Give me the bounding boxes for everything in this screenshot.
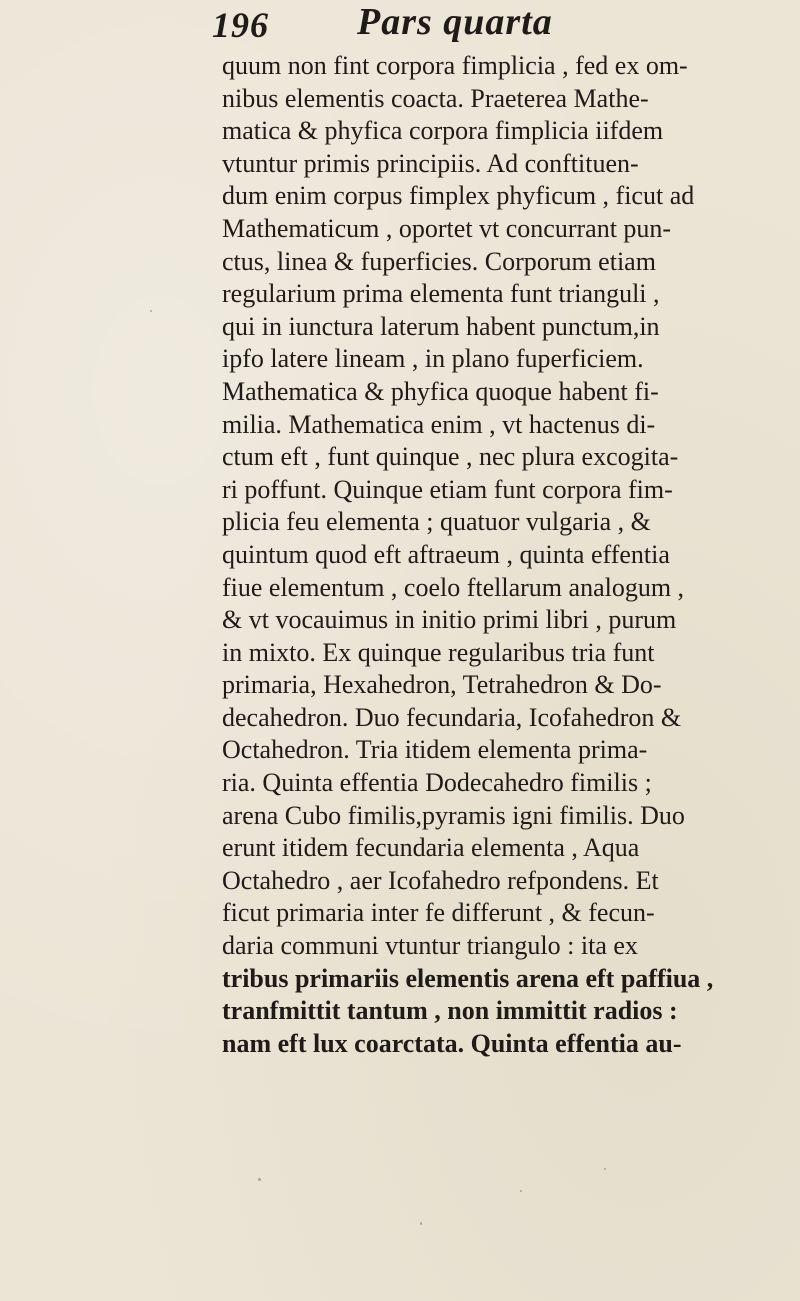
text-line: qui in iunctura laterum habent punctum,in <box>222 311 660 341</box>
text-line: Octahedro , aer Icofahedro refpondens. Et <box>222 865 659 895</box>
running-title: Pars quarta <box>357 1 553 43</box>
text-line: Octahedron. Tria itidem elementa prima- <box>222 735 648 765</box>
paper-speckle <box>420 1222 422 1225</box>
text-line: ri poffunt. Quinque etiam funt corpora fim- <box>222 474 673 504</box>
text-line: primaria, Hexahedron, Tetrahedron & Do- <box>222 670 662 700</box>
text-line: nam eft lux coarctata. Quinta effentia au- <box>222 1028 682 1058</box>
text-line: dum enim corpus fimplex phyficum , ficut ad <box>222 181 695 211</box>
running-head <box>212 0 772 50</box>
text-line: ctus, linea & fuperficies. Corporum etiam <box>222 246 656 276</box>
text-line: fiue elementum , coelo ftellarum analogum , <box>222 572 685 602</box>
text-line: quintum quod eft aftraeum , quinta effentia <box>222 539 670 569</box>
text-line: Mathematica & phyfica quoque habent fi- <box>222 376 659 406</box>
text-line: matica & phyfica corpora fimplicia iifdem <box>222 116 664 146</box>
text-line: erunt itidem fecundaria elementa , Aqua <box>222 833 640 863</box>
text-line: regularium prima elementa funt trianguli , <box>222 279 660 309</box>
text-line: Mathematicum , oportet vt concurrant pun- <box>222 213 672 243</box>
text-line: quum non fint corpora fimplicia , fed ex om- <box>222 51 688 80</box>
text-line: in mixto. Ex quinque regularibus tria funt <box>222 637 655 667</box>
text-line: plicia feu elementa ; quatuor vulgaria , & <box>222 507 651 537</box>
paper-speckle <box>258 1178 261 1181</box>
text-line: daria communi vtuntur triangulo : ita ex <box>222 931 638 961</box>
text-line: tranfmittit tantum , non immittit radios : <box>222 996 678 1026</box>
text-line: nibus elementis coacta. Praeterea Mathe- <box>222 83 649 113</box>
text-line: ria. Quinta effentia Dodecahedro fimilis ; <box>222 768 652 798</box>
text-line: ctum eft , funt quinque , nec plura excogita- <box>222 442 679 472</box>
paper-speckle <box>604 1168 606 1170</box>
paper-speckle <box>520 1190 522 1192</box>
text-line: arena Cubo fimilis,pyramis igni fimilis. Duo <box>222 800 685 830</box>
paper-speckle <box>150 310 152 312</box>
text-line: ficut primaria inter fe differunt , & fecun- <box>222 898 655 928</box>
text-line: decahedron. Duo fecundaria, Icofahedron & <box>222 702 682 732</box>
page-number: 196 <box>212 5 269 45</box>
text-line: milia. Mathematica enim , vt hactenus di- <box>222 409 656 439</box>
text-line: tribus primariis elementis arena eft paffiua , <box>222 963 714 993</box>
text-line: & vt vocauimus in initio primi libri , purum <box>222 605 677 635</box>
text-line: vtuntur primis principiis. Ad conftituen- <box>222 148 639 178</box>
text-line: ipfo latere lineam , in plano fuperficiem. <box>222 344 644 374</box>
body-text <box>222 50 797 1060</box>
